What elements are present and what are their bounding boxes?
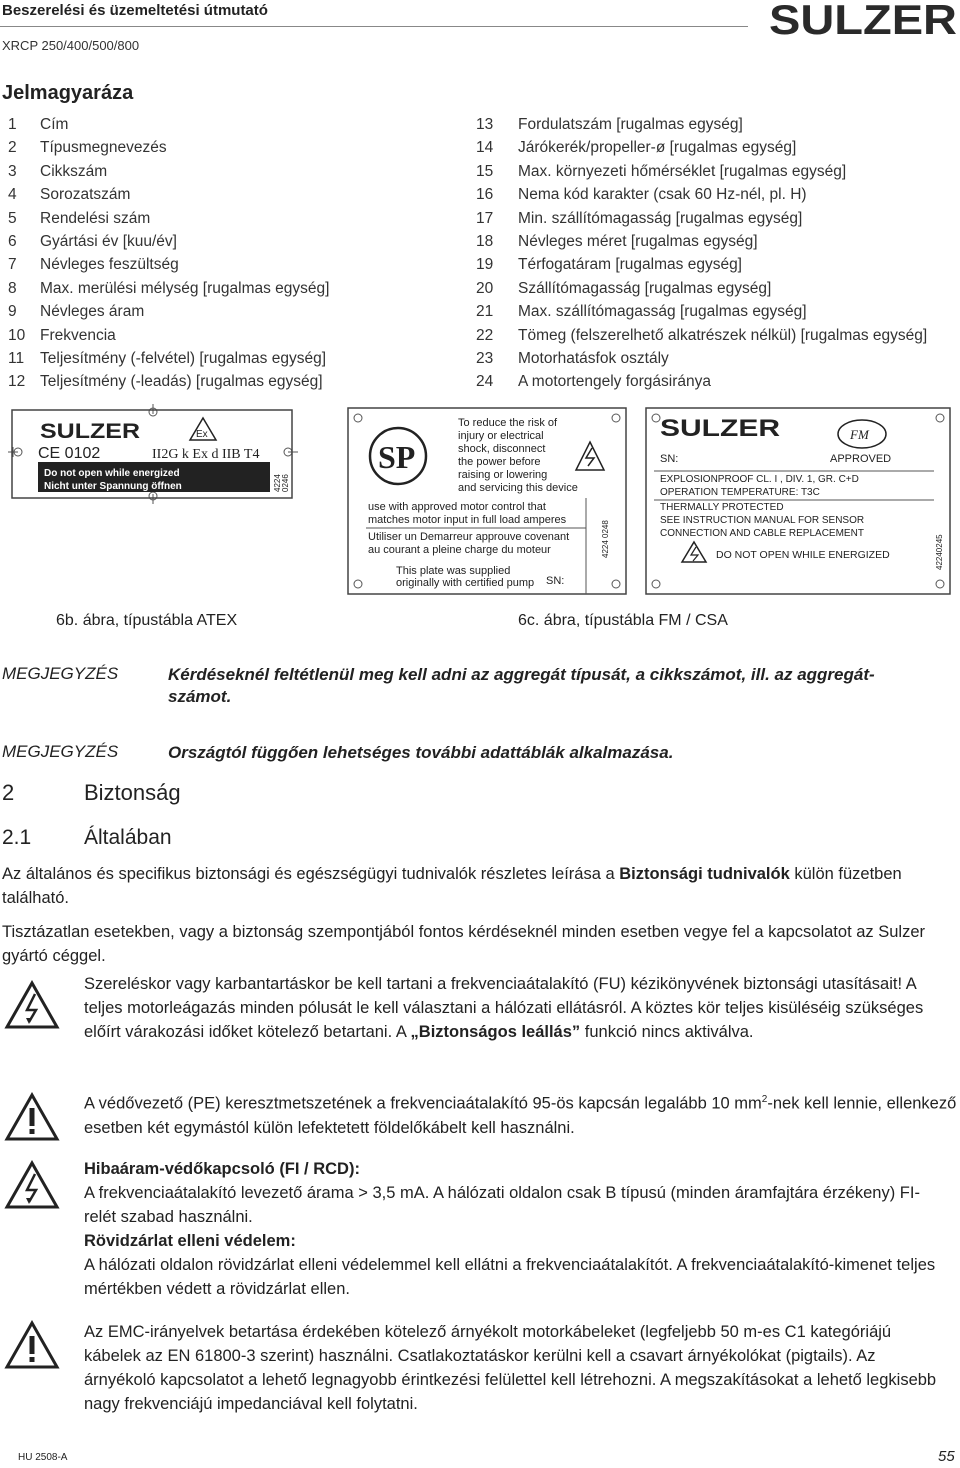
- svg-text:4224 0248: 4224 0248: [601, 520, 610, 558]
- legend-item-number: 17: [476, 209, 494, 227]
- svg-text:au courant a pleine charge du: au courant a pleine charge du moteur: [368, 544, 551, 556]
- note-label-1: MEGJEGYZÉS: [2, 664, 119, 683]
- warning-fu-manual: Szereléskor vagy karbantartáskor be kell tartani a frekvenciaátalakító (FU) kézikönyvének biztonsági utasításait! A teljes motorleágazás minden pólusát le kell választani a hálózati ellátásról. A köztes kör teljes kisüléséig szükséges előírt várakozási időket kötelező betartani. A „Biztonságos leállás” funkció nincs aktiválva.: [84, 975, 924, 1041]
- legend-item-label: Járókerék/propeller-ø [rugalmas egység]: [518, 139, 797, 157]
- svg-text:EXPLOSIONPROOF CL. I , DIV. 1,: EXPLOSIONPROOF CL. I , DIV. 1, GR. C+D: [660, 474, 859, 485]
- svg-text:SN:: SN:: [660, 453, 679, 465]
- svg-text:raising or lowering: raising or lowering: [458, 469, 548, 481]
- nameplate-atex: [8, 404, 298, 504]
- note-text-1: Kérdéseknél feltétlenül meg kell adni az aggregát típusát, a cikkszámot, ill. az aggregát-számot.: [168, 665, 875, 706]
- legend-item-number: 23: [476, 350, 494, 367]
- subsection-number: 2.1: [2, 826, 32, 849]
- svg-text:SN:: SN:: [546, 575, 565, 587]
- svg-text:the power before: the power before: [458, 456, 541, 468]
- rcd-heading: Hibaáram-védőkapcsoló (FI / RCD):: [84, 1160, 360, 1178]
- nameplate-csa: [346, 406, 628, 596]
- legend-item-number: 6: [8, 233, 17, 250]
- svg-text:use with approved motor contro: use with approved motor control that: [368, 501, 546, 513]
- legend-item-label: Teljesítmény (-felvétel) [rugalmas egység]: [40, 350, 327, 367]
- legend-item-label: Névleges méret [rugalmas egység]: [518, 233, 758, 250]
- legend-item-label: Max. szállítómagasság [rugalmas egység]: [518, 303, 807, 321]
- electric-hazard-icon: [4, 980, 60, 1030]
- legend-item-number: 20: [476, 279, 494, 297]
- document-model: XRCP 250/400/500/800: [2, 38, 140, 53]
- svg-text:and servicing this device: and servicing this device: [458, 482, 578, 494]
- svg-text:Do not open while energized: Do not open while energized: [44, 468, 180, 479]
- legend-item-number: 10: [8, 326, 26, 344]
- legend-item-number: 22: [476, 326, 494, 344]
- legend-item-number: 16: [476, 186, 494, 204]
- svg-text:originally with certified pump: originally with certified pump: [396, 577, 535, 589]
- legend-item-label: Nema kód karakter (csak 60 Hz-nél, pl. H): [518, 186, 807, 204]
- svg-text:42240245: 42240245: [935, 534, 944, 570]
- legend-item-number: 2: [8, 139, 17, 157]
- legend-item-number: 11: [8, 350, 25, 367]
- legend-item-number: 3: [8, 162, 17, 180]
- legend-item-number: 18: [476, 233, 494, 250]
- legend-item-label: Névleges áram: [40, 303, 145, 321]
- legend-item-number: 12: [8, 373, 26, 391]
- caption-atex: 6b. ábra, típustábla ATEX: [56, 612, 238, 629]
- legend-item-label: Frekvencia: [40, 326, 116, 344]
- svg-text:To reduce the risk of: To reduce the risk of: [458, 417, 558, 429]
- paragraph-general: Az általános és specifikus biztonsági és egészségügyi tudnivalók részletes leírása a Biztonsági tudnivalók külön füzetben található.: [2, 865, 902, 907]
- svg-text:injury or electrical: injury or electrical: [458, 430, 544, 442]
- electric-hazard-icon: [4, 1160, 60, 1210]
- svg-text:This plate was supplied: This plate was supplied: [396, 565, 511, 577]
- svg-text:DO NOT OPEN WHILE ENERGIZED: DO NOT OPEN WHILE ENERGIZED: [716, 549, 890, 561]
- legend-item-number: 19: [476, 256, 494, 274]
- svg-text:SULZER: SULZER: [40, 420, 140, 443]
- warning-icon: [4, 1092, 60, 1142]
- svg-text:Nicht unter Spannung öffnen: Nicht unter Spannung öffnen: [44, 481, 182, 492]
- legend-item-label: Max. környezeti hőmérséklet [rugalmas egység]: [518, 162, 847, 180]
- svg-text:shock, disconnect: shock, disconnect: [458, 443, 546, 455]
- svg-text:matches motor input in full lo: matches motor input in full load amperes: [368, 514, 567, 526]
- legend-item-number: 1: [8, 116, 17, 133]
- svg-text:Ex: Ex: [196, 429, 208, 440]
- svg-text:SULZER: SULZER: [769, 0, 957, 40]
- svg-text:OPERATION TEMPERATURE: T3C: OPERATION TEMPERATURE: T3C: [660, 487, 820, 498]
- legend-heading: Jelmagyaráza: [2, 82, 134, 104]
- svg-text:APPROVED: APPROVED: [830, 453, 892, 465]
- legend-item-label: Cím: [40, 116, 69, 133]
- note-label-2: MEGJEGYZÉS: [2, 742, 119, 761]
- legend-item-number: 21: [476, 303, 494, 321]
- svg-text:0246: 0246: [281, 474, 290, 492]
- legend-item-number: 13: [476, 116, 494, 133]
- legend-item-label: Teljesítmény (-leadás) [rugalmas egység]: [40, 373, 323, 391]
- legend-item-label: Sorozatszám: [40, 186, 131, 204]
- svg-text:CONNECTION AND CABLE REPLACEME: CONNECTION AND CABLE REPLACEMENT: [660, 528, 864, 539]
- svg-text:SULZER: SULZER: [660, 415, 780, 442]
- legend-item-number: 9: [8, 303, 17, 321]
- svg-text:CE 0102: CE 0102: [38, 445, 101, 462]
- paragraph-contact: Tisztázatlan esetekben, vagy a biztonság szempontjából fontos kérdéseknél minden esetben vegye fel a kapcsolatot az Sulzer gyártó céggel.: [2, 923, 926, 965]
- svg-text:Utiliser un Demarreur approuve: Utiliser un Demarreur approuve covenant: [368, 531, 570, 543]
- legend-item-label: Motorhatásfok osztály: [518, 350, 669, 367]
- warning-pe-conductor: A védővezető (PE) keresztmetszetének a frekvenciaátalakító 95-ös kapcsán legalább 10 $mm^2$-nek kell lennie, ellenkező esetben két egymástól külön lefektetett földelőkábelt kell használni.: [84, 1094, 957, 1137]
- legend-list: [0, 0, 960, 400]
- svg-text:4224: 4224: [273, 474, 282, 492]
- legend-item-label: Tömeg (felszerelhető alkatrészek nélkül) [rugalmas egység]: [518, 326, 928, 344]
- legend-item-label: Típusmegnevezés: [40, 139, 167, 157]
- legend-item-label: Fordulatszám [rugalmas egység]: [518, 116, 743, 133]
- section-title: Biztonság: [84, 780, 181, 805]
- svg-text:FM: FM: [850, 427, 869, 442]
- footer-document-code: HU 2508-A: [18, 1452, 68, 1463]
- footer-page-number: 55: [938, 1448, 955, 1465]
- legend-item-number: 7: [8, 256, 17, 274]
- document-title: Beszerelési és üzemeltetési útmutató: [2, 2, 268, 19]
- legend-item-label: A motortengely forgásiránya: [518, 373, 711, 391]
- legend-item-label: Szállítómagasság [rugalmas egység]: [518, 279, 772, 297]
- legend-item-label: Min. szállítómagasság [rugalmas egység]: [518, 209, 803, 227]
- svg-text:II2G k Ex d IIB T4: II2G k Ex d IIB T4: [152, 447, 260, 462]
- caption-fm-csa: 6c. ábra, típustábla FM / CSA: [518, 612, 728, 629]
- note-text-2: Országtól függően lehetséges további adattáblák alkalmazása.: [168, 743, 674, 762]
- nameplate-fm: [644, 406, 952, 596]
- svg-text:THERMALLY PROTECTED: THERMALLY PROTECTED: [660, 502, 784, 513]
- subsection-title: Általában: [84, 826, 172, 849]
- warning-rcd: Hibaáram-védőkapcsoló (FI / RCD): A frekvenciaátalakító levezető árama > 3,5 mA. A hálózati oldalon csak B típusú (minden áramfajtára érzékeny) FI-relét szabad használni. Rövidzárlat elleni védelem: A hálózati oldalon rövidzárlat elleni védelemmel kell ellátni a frekvenciaátalakítót. A frekvenciaátalakító-kimenet teljes mértékben védett a rövidzárlat ellen.: [84, 1160, 936, 1298]
- warning-emc: Az EMC-irányelvek betartása érdekében kötelező árnyékolt motorkábeleket (legfeljebb 50 m-es C1 kategóriájú kábelek az EN 61800-3 szerint) használni. Csatlakoztatáskor kerülni kell a csavart árnyékolókat (pigtails). Az árnyékoló kapcsolatot a lehető legnagyobb érintkezési felülettel kell létrehozni. A megszakításokat a lehető legkisebb nagy frekvenciájú impedanciával kell folytatni.: [84, 1323, 937, 1413]
- legend-item-label: Rendelési szám: [40, 209, 151, 227]
- svg-text:SP: SP: [378, 439, 416, 475]
- short-circuit-heading: Rövidzárlat elleni védelem:: [84, 1232, 296, 1250]
- legend-item-number: 24: [476, 373, 494, 391]
- legend-item-number: 5: [8, 209, 17, 227]
- legend-item-label: Névleges feszültség: [40, 256, 179, 274]
- legend-item-number: 15: [476, 162, 494, 180]
- legend-item-number: 14: [476, 139, 494, 157]
- legend-item-number: 4: [8, 186, 17, 204]
- legend-item-label: Térfogatáram [rugalmas egység]: [518, 256, 742, 274]
- legend-item-number: 8: [8, 279, 17, 297]
- warning-icon: [4, 1320, 60, 1370]
- section-number: 2: [2, 780, 15, 805]
- legend-item-label: Max. merülési mélység [rugalmas egység]: [40, 279, 330, 297]
- legend-item-label: Gyártási év [kuu/év]: [40, 233, 177, 250]
- legend-item-label: Cikkszám: [40, 162, 108, 180]
- svg-text:SEE INSTRUCTION MANUAL FOR SEN: SEE INSTRUCTION MANUAL FOR SENSOR: [660, 515, 865, 526]
